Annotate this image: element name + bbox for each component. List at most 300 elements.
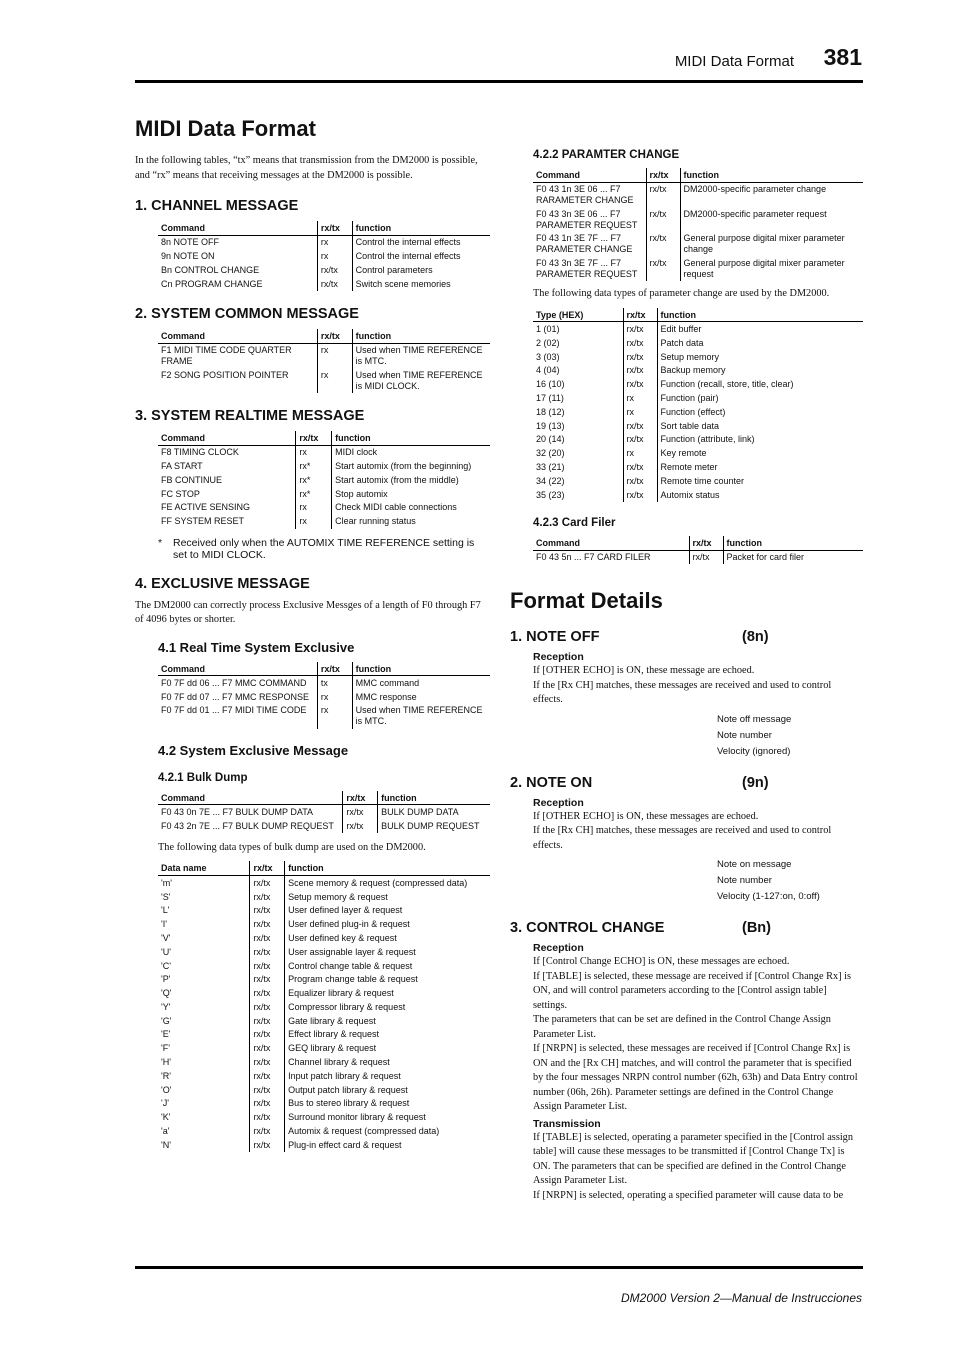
table-cell: rx/tx [623, 433, 657, 447]
column-header: rx/tx [646, 168, 680, 182]
table-cell: 17 (11) [536, 392, 564, 403]
table-cell: Bn CONTROL CHANGE [161, 264, 260, 275]
column-header: rx/tx [250, 861, 285, 875]
table-cell: FF SYSTEM RESET [161, 516, 245, 527]
table-cell: rx [296, 445, 332, 459]
control-change-tx-line-1: If [TABLE] is selected, operating a parameter specified in the [Control assign table] will cause these messages to be transmitted if [Control Change Tx] is ON. The parameters that can be specified are defined in the Control Change Assign Parameter List. [533, 1131, 853, 1187]
table-row [533, 232, 863, 257]
note-on-code: (9n) [742, 774, 769, 791]
table-row [158, 805, 490, 819]
parameter-change-heading: 4.2.2 PARAMTER CHANGE [533, 149, 680, 161]
control-change-line-1: If [Control Change ECHO] is ON, these messages are echoed. [533, 956, 790, 968]
table-cell: F0 43 5n ... F7 CARD FILER [536, 552, 651, 563]
table-cell: 8n NOTE OFF [161, 237, 220, 248]
table-cell: General purpose digital mixer parameter request [680, 257, 863, 282]
table-cell: rx/tx [250, 931, 285, 945]
column-header: Command [158, 329, 317, 343]
table-cell: 16 (10) [536, 379, 565, 390]
card-filer-table [533, 536, 863, 565]
table-cell: Edit buffer [657, 322, 863, 336]
table-row [158, 819, 490, 833]
footnote-asterisk: * [158, 536, 163, 549]
table-cell: F0 43 2n 7E ... F7 BULK DUMP REQUEST [161, 820, 334, 831]
table-cell: rx/tx [250, 1042, 285, 1056]
note-off-code: (8n) [742, 629, 769, 646]
table-row [533, 322, 863, 336]
table-header-row [158, 791, 490, 805]
table-cell: 32 (20) [536, 448, 565, 459]
table-row [158, 1111, 490, 1125]
table-row [158, 343, 490, 368]
table-row [158, 1069, 490, 1083]
table-cell: MMC response [352, 690, 490, 704]
table-cell: Input patch library & request [285, 1069, 490, 1083]
table-row [158, 676, 490, 690]
table-cell: rx [296, 501, 332, 515]
table-row [158, 250, 490, 264]
table-cell: Output patch library & request [285, 1083, 490, 1097]
table-cell: Sort table data [657, 419, 863, 433]
note-on-line-1: If [OTHER ECHO] is ON, these messages are echoed. [533, 810, 759, 822]
table-cell: Setup memory & request [285, 890, 490, 904]
table-cell: rx [623, 447, 657, 461]
note-off-reception-label: Reception [533, 651, 584, 664]
column-header: Command [158, 431, 296, 445]
card-filer-heading: 4.2.3 Card Filer [533, 516, 616, 529]
table-header-row [158, 329, 490, 343]
table-cell: rx/tx [250, 1028, 285, 1042]
note-off-value-2: Note number [717, 729, 772, 741]
table-cell: Effect library & request [285, 1028, 490, 1042]
table-cell: rx/tx [317, 277, 352, 291]
table-cell: rx/tx [689, 550, 723, 564]
bottom-rule [135, 1266, 863, 1269]
table-cell: Stop automix [332, 487, 490, 501]
table-row [158, 460, 490, 474]
table-cell: rx/tx [646, 207, 680, 232]
table-cell: Backup memory [657, 364, 863, 378]
table-cell: rx/tx [250, 1083, 285, 1097]
table-cell: User defined plug-in & request [285, 918, 490, 932]
table-cell: 'V' [161, 932, 171, 943]
table-cell: Bus to stereo library & request [285, 1097, 490, 1111]
channel-message-table [158, 221, 490, 291]
table-cell: GEQ library & request [285, 1042, 490, 1056]
table-row [158, 1028, 490, 1042]
table-cell: rx/tx [250, 890, 285, 904]
table-header-row [533, 168, 863, 182]
table-row [158, 890, 490, 904]
table-cell: rx/tx [250, 1097, 285, 1111]
table-row [158, 1042, 490, 1056]
table-cell: rx/tx [646, 182, 680, 207]
table-cell: 'F' [161, 1043, 170, 1054]
table-cell: BULK DUMP REQUEST [378, 819, 490, 833]
system-common-heading: 2. SYSTEM COMMON MESSAGE [135, 305, 359, 322]
table-cell: rx [317, 343, 352, 368]
exclusive-text: The DM2000 can correctly process Exclusive Messges of a length of F0 through F7 of 4096 bytes or shorter. [135, 599, 481, 626]
table-cell: Remote meter [657, 460, 863, 474]
table-cell: Used when TIME REFERENCE is MTC. [352, 343, 490, 368]
table-cell: rx [317, 250, 352, 264]
note-on-values [717, 857, 863, 905]
note-on-reception-label: Reception [533, 796, 584, 809]
table-cell: 'Y' [161, 1001, 171, 1012]
table-cell: Check MIDI cable connections [332, 501, 490, 515]
table-cell: 'R' [161, 1070, 171, 1081]
table-cell: rx/tx [646, 257, 680, 282]
table-row [533, 350, 863, 364]
table-row [158, 263, 490, 277]
table-cell: rx/tx [250, 904, 285, 918]
table-cell: Surround monitor library & request [285, 1111, 490, 1125]
table-cell: rx [296, 515, 332, 529]
table-cell: rx [317, 704, 352, 729]
table-cell: 34 (22) [536, 475, 565, 486]
table-cell: 'N' [161, 1139, 171, 1150]
table-cell: F0 43 1n 3E 06 ... F7 RARAMETER CHANGE [536, 184, 634, 206]
table-row [533, 257, 863, 282]
table-cell: Function (recall, store, title, clear) [657, 378, 863, 392]
table-cell: 18 (12) [536, 406, 565, 417]
table-cell: rx/tx [623, 322, 657, 336]
note-on-value-2: Note number [717, 875, 772, 887]
table-row [158, 277, 490, 291]
top-rule [135, 80, 863, 83]
table-cell: rx [623, 391, 657, 405]
table-cell: rx/tx [623, 488, 657, 502]
table-row [158, 1000, 490, 1014]
bulk-dump-table [158, 791, 490, 833]
table-cell: rx/tx [343, 805, 378, 819]
table-cell: rx/tx [250, 918, 285, 932]
table-cell: FE ACTIVE SENSING [161, 502, 251, 513]
table-cell: BULK DUMP DATA [378, 805, 490, 819]
column-header: Command [158, 791, 343, 805]
table-cell: Function (pair) [657, 391, 863, 405]
table-header-row [158, 662, 490, 676]
table-cell: 'J' [161, 1098, 169, 1109]
system-realtime-heading: 3. SYSTEM REALTIME MESSAGE [135, 407, 365, 424]
table-cell: 'P' [161, 974, 171, 985]
table-cell: Equalizer library & request [285, 987, 490, 1001]
table-header-row [533, 536, 863, 550]
table-cell: User defined key & request [285, 931, 490, 945]
realtime-exclusive-table [158, 662, 490, 729]
table-cell: Switch scene memories [352, 277, 490, 291]
table-row [158, 690, 490, 704]
table-cell: 'S' [161, 891, 171, 902]
table-cell: Packet for card filer [723, 550, 863, 564]
table-cell: rx [623, 405, 657, 419]
table-cell: rx [317, 235, 352, 249]
note-off-value-1: Note off message [717, 713, 792, 725]
column-header: function [352, 329, 490, 343]
table-cell: F0 43 3n 3E 06 ... F7 PARAMETER REQUEST [536, 208, 638, 230]
table-cell: 20 (14) [536, 434, 565, 445]
table-cell: Program change table & request [285, 973, 490, 987]
table-row [533, 336, 863, 350]
table-cell: 'G' [161, 1015, 172, 1026]
column-header: function [723, 536, 863, 550]
table-cell: 1 (01) [536, 323, 560, 334]
table-header-row [158, 221, 490, 235]
note-off-line-1: If [OTHER ECHO] is ON, these message are echoed. [533, 665, 755, 677]
note-on-heading [510, 774, 863, 792]
table-cell: 'H' [161, 1057, 171, 1068]
table-cell: Key remote [657, 447, 863, 461]
table-row [158, 1138, 490, 1152]
table-cell: rx* [296, 460, 332, 474]
table-cell: rx/tx [623, 460, 657, 474]
table-cell: rx/tx [623, 419, 657, 433]
table-cell: Gate library & request [285, 1014, 490, 1028]
column-header: rx/tx [296, 431, 332, 445]
table-cell: 'm' [161, 877, 172, 888]
control-change-heading [510, 919, 863, 937]
bulk-dump-types-table [158, 861, 490, 1152]
control-change-transmission-label: Transmission [533, 1117, 601, 1130]
table-cell: User assignable layer & request [285, 945, 490, 959]
table-cell: MIDI clock [332, 445, 490, 459]
column-header: rx/tx [343, 791, 378, 805]
table-cell: DM2000-specific parameter change [680, 182, 863, 207]
table-header-row [158, 431, 490, 445]
table-cell: FB CONTINUE [161, 474, 223, 485]
table-row [158, 368, 490, 393]
table-cell: MMC command [352, 676, 490, 690]
table-row [533, 207, 863, 232]
parameter-change-text: The following data types of parameter change are used by the DM2000. [533, 288, 830, 300]
column-header: Command [158, 221, 317, 235]
table-row [158, 973, 490, 987]
table-cell: rx/tx [250, 959, 285, 973]
table-row [533, 447, 863, 461]
parameter-types-table [533, 308, 863, 502]
table-cell: rx/tx [250, 1111, 285, 1125]
table-cell: Function (attribute, link) [657, 433, 863, 447]
note-on-value-1: Note on message [717, 859, 792, 871]
table-row [158, 473, 490, 487]
note-off-heading [510, 628, 863, 646]
control-change-line-3: The parameters that can be set are defined in the Control Change Assign Parameter List. [533, 1014, 831, 1040]
table-row [158, 987, 490, 1001]
table-cell: Start automix (from the beginning) [332, 460, 490, 474]
table-cell: Control parameters [352, 263, 490, 277]
table-cell: rx/tx [250, 1056, 285, 1070]
channel-message-heading: 1. CHANNEL MESSAGE [135, 198, 299, 214]
table-cell: 2 (02) [536, 337, 560, 348]
table-cell: rx/tx [623, 336, 657, 350]
table-cell: rx/tx [250, 876, 285, 890]
column-header: function [378, 791, 490, 805]
table-cell: Clear running status [332, 515, 490, 529]
table-cell: 33 (21) [536, 461, 565, 472]
realtime-footnote [158, 537, 490, 561]
column-header: function [332, 431, 490, 445]
table-cell: F8 TIMING CLOCK [161, 447, 239, 458]
column-header: Data name [158, 861, 250, 875]
table-row [158, 1125, 490, 1139]
control-change-tx-line-2: If [NRPN] is selected, operating a specified parameter will cause data to be [533, 1189, 844, 1201]
column-header: function [352, 221, 490, 235]
table-cell: 'U' [161, 946, 171, 957]
table-cell: Plug-in effect card & request [285, 1138, 490, 1152]
note-on-value-3: Velocity (1-127:on, 0:off) [717, 891, 820, 903]
table-cell: rx/tx [623, 364, 657, 378]
table-row [158, 959, 490, 973]
system-exclusive-heading: 4.2 System Exclusive Message [158, 742, 349, 758]
control-change-line-2: If [TABLE] is selected, these message are received if [Control Change Rx] is ON, and will control parameters according to the [Control assign table] settings. [533, 970, 851, 1011]
table-cell: rx/tx [623, 474, 657, 488]
table-cell: rx/tx [623, 350, 657, 364]
table-cell: F0 7F dd 06 ... F7 MMC COMMAND [161, 677, 307, 688]
page-title: MIDI Data Format [135, 116, 316, 141]
table-cell: Automix & request (compressed data) [285, 1125, 490, 1139]
table-row [158, 945, 490, 959]
column-header: rx/tx [317, 329, 352, 343]
table-row [158, 1014, 490, 1028]
table-row [533, 364, 863, 378]
table-row [533, 405, 863, 419]
table-cell: FA START [161, 461, 203, 472]
table-row [158, 235, 490, 249]
format-details-title: Format Details [510, 588, 663, 614]
column-header: Command [533, 536, 689, 550]
table-cell: 19 (13) [536, 420, 565, 431]
table-cell: rx/tx [646, 232, 680, 257]
column-header: rx/tx [623, 308, 657, 322]
table-row [533, 378, 863, 392]
table-row [158, 1056, 490, 1070]
note-on-line-2: If the [Rx CH] matches, these messages are received and used to control effects. [533, 825, 832, 851]
table-cell: rx/tx [250, 1014, 285, 1028]
control-change-line-4: If [NRPN] is selected, these messages are received if [Control Change Rx] is ON and the [Rx CH] matches, and will control the parameter that is specified by the four messages NRPN control number (62h, 63h) and Data Entry control number (06h, 26h). Parameter settings are defined in the Control Change Assign Parameter List. [533, 1043, 858, 1113]
control-change-code: (Bn) [742, 920, 771, 937]
exclusive-message-heading: 4. EXCLUSIVE MESSAGE [135, 575, 310, 592]
table-cell: Setup memory [657, 350, 863, 364]
table-cell: F0 43 0n 7E ... F7 BULK DUMP DATA [161, 806, 314, 817]
table-cell: rx/tx [250, 973, 285, 987]
table-header-row [533, 308, 863, 322]
bulk-dump-heading: 4.2.1 Bulk Dump [158, 771, 248, 784]
table-cell: 'L' [161, 905, 170, 916]
table-row [158, 515, 490, 529]
table-cell: rx/tx [250, 1138, 285, 1152]
left-column [135, 114, 490, 1152]
note-off-line-2: If the [Rx CH] matches, these messages are received and used to control effects. [533, 679, 832, 706]
table-cell: F0 7F dd 07 ... F7 MMC RESPONSE [161, 691, 310, 702]
table-cell: 'Q' [161, 988, 172, 999]
table-cell: User defined layer & request [285, 904, 490, 918]
table-cell: rx/tx [250, 945, 285, 959]
table-cell: F2 SONG POSITION POINTER [161, 369, 289, 380]
table-cell: rx [317, 690, 352, 704]
table-cell: Function (effect) [657, 405, 863, 419]
column-header: Type (HEX) [533, 308, 623, 322]
table-cell: 'C' [161, 960, 171, 971]
table-cell: F0 43 1n 3E 7F ... F7 PARAMETER CHANGE [536, 233, 633, 255]
table-row [158, 904, 490, 918]
table-cell: 3 (03) [536, 351, 560, 362]
table-cell: FC STOP [161, 488, 200, 499]
control-change-reception-label: Reception [533, 942, 584, 955]
table-cell: Control the internal effects [352, 235, 490, 249]
table-row [533, 433, 863, 447]
table-cell: Compressor library & request [285, 1000, 490, 1014]
right-column [510, 148, 863, 1203]
table-cell: Channel library & request [285, 1056, 490, 1070]
table-cell: Cn PROGRAM CHANGE [161, 278, 263, 289]
table-cell: rx/tx [250, 987, 285, 1001]
table-cell: F1 MIDI TIME CODE QUARTER FRAME [161, 345, 292, 367]
table-cell: Start automix (from the middle) [332, 473, 490, 487]
system-realtime-table [158, 431, 490, 529]
table-row [158, 487, 490, 501]
note-off-value-3: Velocity (ignored) [717, 745, 791, 757]
table-row [158, 501, 490, 515]
table-cell: F0 7F dd 01 ... F7 MIDI TIME CODE [161, 705, 307, 716]
realtime-exclusive-heading: 4.1 Real Time System Exclusive [158, 639, 355, 655]
table-cell: rx/tx [343, 819, 378, 833]
table-cell: Automix status [657, 488, 863, 502]
table-cell: rx/tx [317, 263, 352, 277]
table-cell: 9n NOTE ON [161, 251, 215, 262]
table-cell: 4 (04) [536, 365, 560, 376]
column-header: Command [533, 168, 646, 182]
table-row [533, 182, 863, 207]
control-change-name: 3. CONTROL CHANGE [510, 920, 665, 937]
system-common-table [158, 329, 490, 393]
table-row [158, 931, 490, 945]
table-row [533, 474, 863, 488]
table-cell: Remote time counter [657, 474, 863, 488]
table-cell: tx [317, 676, 352, 690]
table-cell: 'K' [161, 1112, 171, 1123]
table-cell: rx* [296, 473, 332, 487]
table-cell: DM2000-specific parameter request [680, 207, 863, 232]
table-row [158, 704, 490, 729]
note-off-name: 1. NOTE OFF [510, 629, 600, 646]
table-row [158, 1097, 490, 1111]
table-cell: 'a' [161, 1126, 170, 1137]
table-row [533, 419, 863, 433]
column-header: rx/tx [689, 536, 723, 550]
table-cell: rx [317, 368, 352, 393]
column-header: function [352, 662, 490, 676]
table-cell: 'O' [161, 1084, 172, 1095]
table-cell: Used when TIME REFERENCE is MTC. [352, 704, 490, 729]
table-row [533, 391, 863, 405]
table-cell: Patch data [657, 336, 863, 350]
table-row [158, 445, 490, 459]
table-cell: General purpose digital mixer parameter change [680, 232, 863, 257]
table-cell: 'E' [161, 1029, 171, 1040]
parameter-change-table [533, 168, 863, 281]
page-header-title: MIDI Data Format [674, 53, 794, 70]
page-footer: DM2000 Version 2—Manual de Instrucciones [620, 1291, 862, 1305]
table-cell: Used when TIME REFERENCE is MIDI CLOCK. [352, 368, 490, 393]
column-header: rx/tx [317, 662, 352, 676]
table-cell: rx/tx [250, 1000, 285, 1014]
table-cell: rx/tx [250, 1069, 285, 1083]
table-cell: rx/tx [623, 378, 657, 392]
table-cell: rx* [296, 487, 332, 501]
table-cell: Scene memory & request (compressed data) [285, 876, 490, 890]
column-header: function [680, 168, 863, 182]
table-cell: 35 (23) [536, 489, 565, 500]
intro-text: In the following tables, “tx” means that transmission from the DM2000 is possible, and “rx” means that receiving messages at the DM2000 is possible. [135, 155, 478, 181]
